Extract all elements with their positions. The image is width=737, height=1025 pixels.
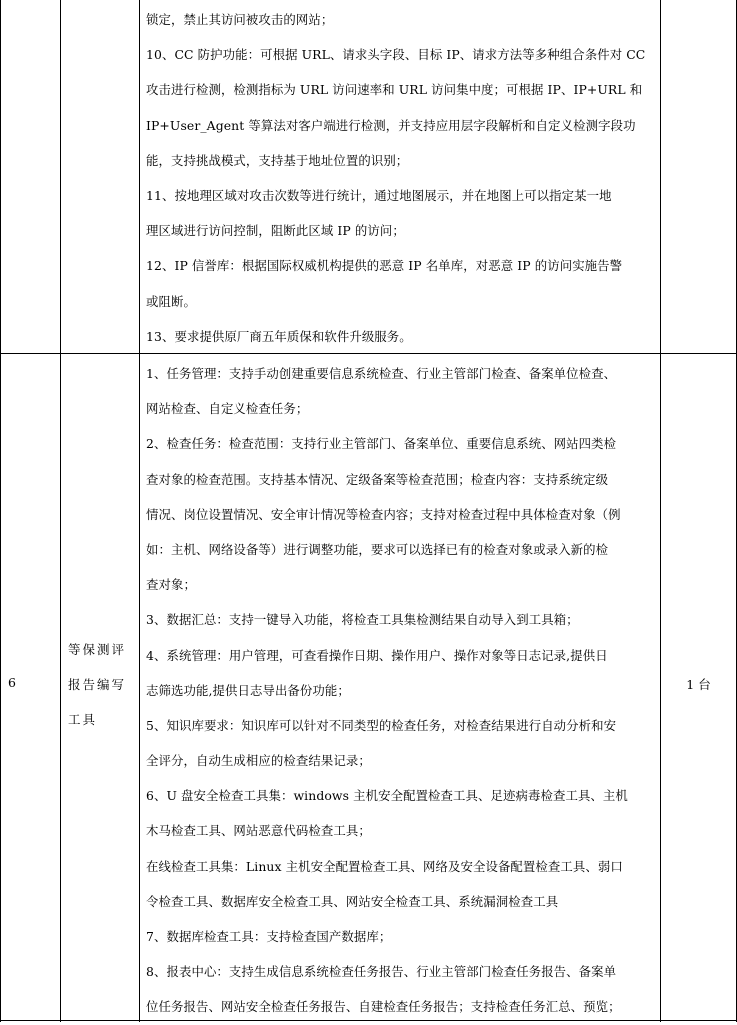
description-line: 4、系统管理：用户管理，可查看操作日期、操作用户、操作对象等日志记录,提供日 bbox=[146, 647, 608, 663]
row6-name bbox=[68, 632, 138, 738]
description-line: 3、数据汇总：支持一键导入功能，将检查工具集检测结果自动导入到工具箱； bbox=[146, 612, 579, 628]
description-line: 5、知识库要求：知识库可以针对不同类型的检查任务，对检查结果进行自动分析和安 bbox=[146, 717, 617, 733]
description-line: IP+User_Agent 等算法对客户端进行检测，并支持应用层字段解析和自定义检测字段功 bbox=[146, 117, 636, 133]
description-line: 能，支持挑战模式，支持基于地址位置的识别； bbox=[146, 152, 409, 168]
row-prev-description bbox=[146, 2, 658, 354]
description-line: 情况、岗位设置情况、安全审计情况等检查内容；支持对检查过程中具体检查对象（例 bbox=[146, 506, 621, 522]
row6-number: 6 bbox=[8, 675, 16, 690]
description-line: 7、数据库检查工具：支持检查国产数据库； bbox=[146, 929, 392, 944]
description-line: 全评分，自动生成相应的检查结果记录； bbox=[146, 753, 371, 769]
description-line: 查对象； bbox=[146, 577, 196, 593]
description-line: 11、按地理区域对攻击次数等进行统计，通过地图展示，并在地图上可以指定某一地 bbox=[146, 187, 612, 203]
description-line: 查对象的检查范围。支持基本情况、定级备案等检查范围；检查内容：支持系统定级 bbox=[146, 471, 609, 487]
table-divider-col3 bbox=[660, 0, 661, 1022]
description-line: 6、U 盘安全检查工具集：windows 主机安全配置检查工具、足迹病毒检查工具、主机 bbox=[146, 788, 628, 804]
description-line: 木马检查工具、网站恶意代码检查工具； bbox=[146, 823, 371, 839]
description-line: 令检查工具、数据库安全检查工具、网站安全检查工具、系统漏洞检查工具 bbox=[146, 893, 559, 909]
description-line: 位任务报告、网站安全检查任务报告、自建检查任务报告；支持检查任务汇总、预览； bbox=[146, 999, 621, 1015]
description-line: 1、任务管理：支持手动创建重要信息系统检查、行业主管部门检查、备案单位检查、 bbox=[146, 366, 617, 381]
table-border-left bbox=[0, 0, 1, 1022]
row6-quantity: 1 台 bbox=[686, 677, 711, 692]
table-divider-col1 bbox=[60, 0, 61, 1022]
description-line: 理区域进行访问控制，阻断此区域 IP 的访问； bbox=[146, 223, 405, 239]
description-line: 攻击进行检测，检测指标为 URL 访问速率和 URL 访问集中度；可根据 IP、IP+URL 和 bbox=[146, 82, 643, 98]
description-line: 锁定，禁止其访问被攻击的网站； bbox=[146, 12, 334, 27]
description-line: 2、检查任务：检查范围：支持行业主管部门、备案单位、重要信息系统、网站四类检 bbox=[146, 436, 617, 452]
description-line: 或阻断。 bbox=[146, 293, 196, 309]
description-line: 网站检查、自定义检查任务； bbox=[146, 401, 309, 417]
name-line: 工具 bbox=[68, 712, 98, 728]
name-line: 等保测评 bbox=[68, 642, 127, 657]
description-line: 志筛选功能,提供日志导出备份功能； bbox=[146, 682, 350, 698]
description-line: 8、报表中心：支持生成信息系统检查任务报告、行业主管部门检查任务报告、备案单 bbox=[146, 964, 617, 980]
name-line: 报告编写 bbox=[68, 677, 127, 693]
description-line: 如：主机、网络设备等）进行调整功能，要求可以选择已有的检查对象或录入新的检 bbox=[146, 541, 609, 557]
description-line: 10、CC 防护功能：可根据 URL、请求头字段、目标 IP、请求方法等多种组合条件对 CC bbox=[146, 47, 646, 63]
description-line: 在线检查工具集：Linux 主机安全配置检查工具、网络及安全设备配置检查工具、弱口 bbox=[146, 858, 623, 874]
description-line: 13、要求提供原厂商五年质保和软件升级服务。 bbox=[146, 328, 412, 344]
row6-description bbox=[146, 356, 658, 1025]
table-divider-col2 bbox=[139, 0, 140, 1022]
description-line: 12、IP 信誉库：根据国际权威机构提供的恶意 IP 名单库，对恶意 IP 的访问实施告警 bbox=[146, 258, 623, 274]
